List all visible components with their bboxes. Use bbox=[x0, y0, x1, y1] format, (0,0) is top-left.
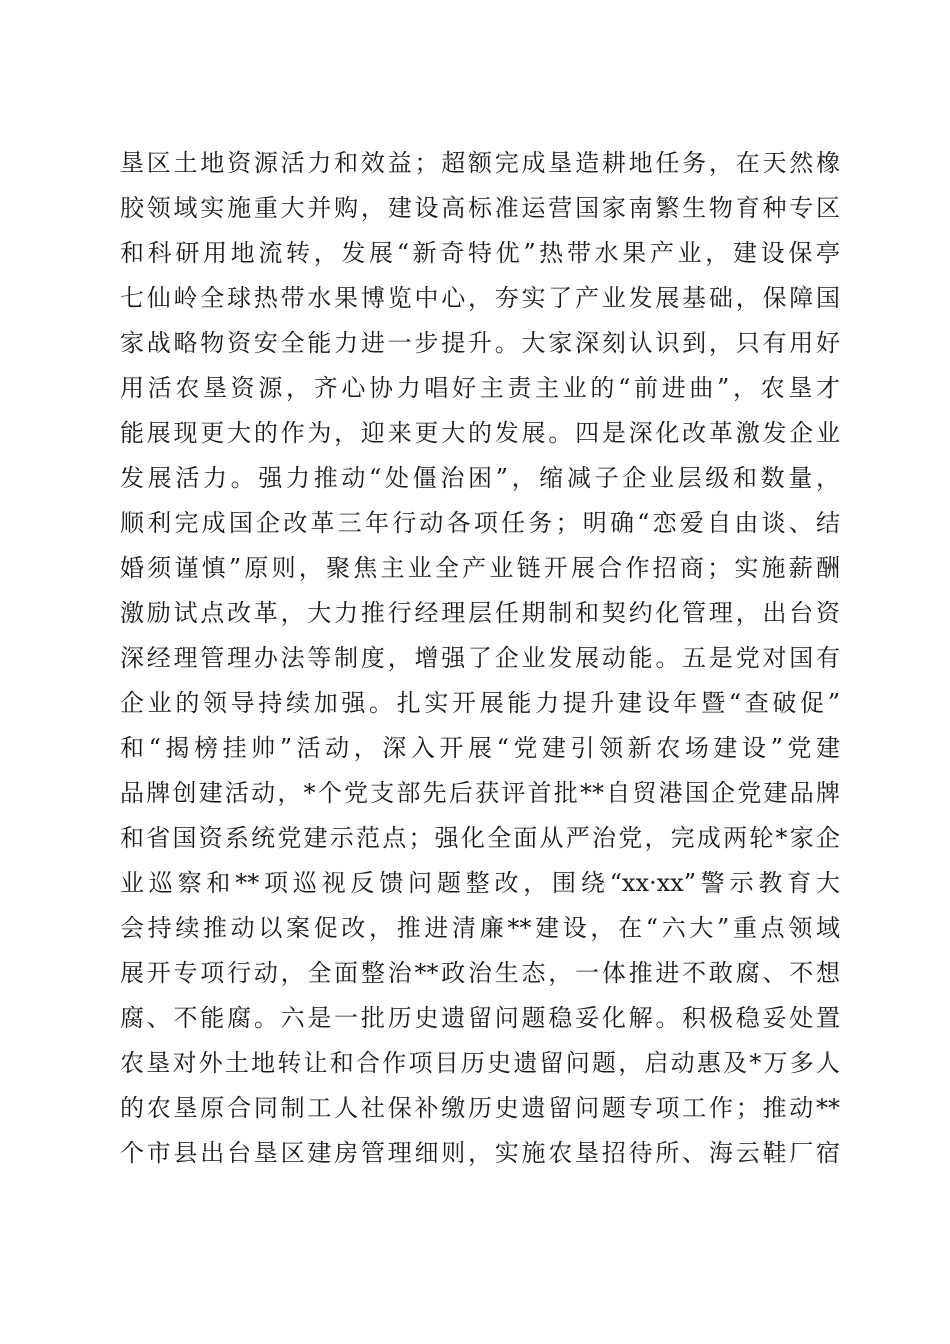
paragraph-line-2: 胶领域实施重大并购，建设高标准运营国家南繁生物育种专区 bbox=[120, 194, 840, 222]
paragraph-line-1: 垦区土地资源活力和效益；超额完成垦造耕地任务，在天然橡 bbox=[120, 149, 840, 177]
paragraph-line-13: 企业的领导持续加强。扎实开展能力提升建设年暨“查破促” bbox=[120, 689, 840, 717]
paragraph-line-10: 婚须谨慎”原则，聚焦主业全产业链开展合作招商；实施薪酬 bbox=[120, 554, 840, 582]
paragraph-line-19: 展开专项行动，全面整治**政治生态，一体推进不敢腐、不想 bbox=[120, 959, 840, 987]
paragraph-line-7: 能展现更大的作为，迎来更大的发展。四是深化改革激发企业 bbox=[120, 419, 840, 447]
body-paragraph bbox=[120, 141, 840, 1176]
paragraph-line-22: 的农垦原合同制工人社保补缴历史遗留问题专项工作；推动** bbox=[120, 1094, 840, 1122]
paragraph-line-16: 和省国资系统党建示范点；强化全面从严治党，完成两轮*家企 bbox=[120, 824, 840, 852]
paragraph-line-5: 家战略物资安全能力进一步提升。大家深刻认识到，只有用好 bbox=[120, 329, 840, 357]
paragraph-line-15: 品牌创建活动，*个党支部先后获评首批**自贸港国企党建品牌 bbox=[120, 779, 840, 807]
paragraph-line-4: 七仙岭全球热带水果博览中心，夯实了产业发展基础，保障国 bbox=[120, 284, 840, 312]
paragraph-line-11: 激励试点改革，大力推行经理层任期制和契约化管理，出台资 bbox=[120, 599, 840, 627]
paragraph-line-6: 用活农垦资源，齐心协力唱好主责主业的“前进曲”，农垦才 bbox=[120, 374, 840, 402]
paragraph-line-20: 腐、不能腐。六是一批历史遗留问题稳妥化解。积极稳妥处置 bbox=[120, 1004, 840, 1032]
paragraph-line-14: 和“揭榜挂帅”活动，深入开展“党建引领新农场建设”党建 bbox=[120, 734, 840, 762]
paragraph-line-8: 发展活力。强力推动“处僵治困”，缩减子企业层级和数量， bbox=[120, 464, 840, 492]
paragraph-line-3: 和科研用地流转，发展“新奇特优”热带水果产业，建设保亭 bbox=[120, 239, 840, 267]
paragraph-line-9: 顺利完成国企改革三年行动各项任务；明确“恋爱自由谈、结 bbox=[120, 509, 840, 537]
paragraph-line-18: 会持续推动以案促改，推进清廉**建设，在“六大”重点领域 bbox=[120, 914, 840, 942]
paragraph-line-21: 农垦对外土地转让和合作项目历史遗留问题，启动惠及*万多人 bbox=[120, 1049, 840, 1077]
paragraph-line-23: 个市县出台垦区建房管理细则，实施农垦招待所、海云鞋厂宿 bbox=[120, 1139, 840, 1167]
paragraph-line-17: 业巡察和**项巡视反馈问题整改，围绕“xx·xx”警示教育大 bbox=[120, 869, 840, 897]
paragraph-line-12: 深经理管理办法等制度，增强了企业发展动能。五是党对国有 bbox=[120, 644, 840, 672]
